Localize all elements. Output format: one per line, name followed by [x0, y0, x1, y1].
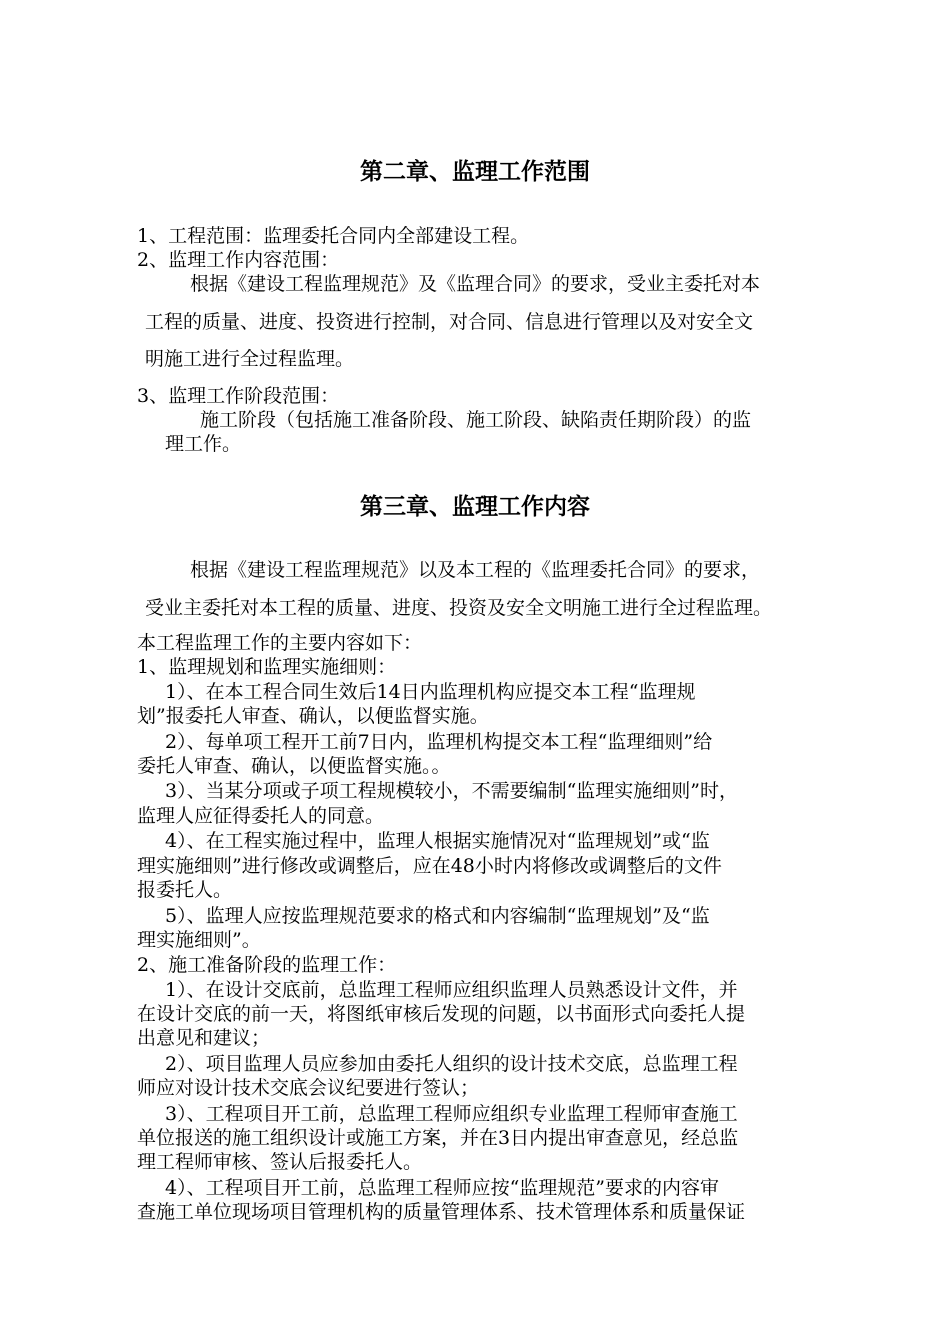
section-2-point-4: 4）、工程项目开工前，总监理工程师应按“监理规范”要求的内容审 [165, 1177, 720, 1199]
section-1-point-3: 3）、当某分项或子项工程规模较小，不需要编制“监理实施细则”时， [165, 780, 739, 802]
scope-item-3-para-line: 理工作。 [165, 433, 242, 455]
section-1-title: 1、监理规划和监理实施细则： [137, 656, 397, 678]
section-2-point-3: 3）、工程项目开工前，总监理工程师应组织专业监理工程师审查施工 [165, 1103, 738, 1125]
section-1-point-1: 划”报委托人审查、确认，以便监督实施。 [137, 705, 489, 727]
scope-item-2-para-line: 明施工进行全过程监理。 [145, 348, 355, 370]
section-2-point-4: 查施工单位现场项目管理机构的质量管理体系、技术管理体系和质量保证 [137, 1201, 746, 1223]
section-2-title: 2、施工准备阶段的监理工作： [137, 954, 397, 976]
section-2-point-2: 2）、项目监理人员应参加由委托人组织的设计技术交底，总监理工程 [165, 1053, 738, 1075]
section-2-point-1: 1）、在设计交底前，总监理工程师应组织监理人员熟悉设计文件，并 [165, 979, 738, 1001]
section-2-point-3: 理工程师审核、签认后报委托人。 [137, 1151, 423, 1173]
scope-item-2: 2、监理工作内容范围： [137, 249, 340, 271]
section-1-point-4: 理实施细则”进行修改或调整后，应在48小时内将修改或调整后的文件 [137, 855, 722, 877]
section-2-point-1: 在设计交底的前一天，将图纸审核后发现的问题，以书面形式向委托人提 [137, 1003, 746, 1025]
section-2-point-1: 出意见和建议； [137, 1027, 271, 1049]
section-1-point-2: 2）、每单项工程开工前7日内，监理机构提交本工程“监理细则”给 [165, 731, 713, 753]
section-1-point-3: 监理人应征得委托人的同意。 [137, 805, 385, 827]
section-1-point-5: 理实施细则”。 [137, 929, 261, 951]
section-1-point-1: 1）、在本工程合同生效后14日内监理机构应提交本工程“监理规 [165, 681, 696, 703]
scope-item-2-para-line: 根据《建设工程监理规范》及《监理合同》的要求，受业主委托对本 [190, 273, 761, 295]
scope-item-2-para-line: 工程的质量、进度、投资进行控制，对合同、信息进行管理以及对安全文 [145, 311, 754, 333]
scope-item-3: 3、监理工作阶段范围： [137, 385, 340, 407]
content-summary: 本工程监理工作的主要内容如下： [137, 632, 423, 654]
scope-item-1: 1、工程范围：监理委托合同内全部建设工程。 [137, 225, 530, 247]
content-intro-line: 受业主委托对本工程的质量、进度、投资及安全文明施工进行全过程监理。 [145, 597, 773, 619]
section-1-point-4: 4）、在工程实施过程中，监理人根据实施情况对“监理规划”或“监 [165, 830, 710, 852]
section-1-point-2: 委托人审查、确认，以便监督实施。。 [137, 755, 451, 777]
chapter-3-title: 第三章、监理工作内容 [360, 494, 590, 520]
section-1-point-4: 报委托人。 [137, 879, 233, 901]
section-2-point-3: 单位报送的施工组织设计或施工方案，并在3日内提出审查意见，经总监 [137, 1127, 739, 1149]
content-intro-line: 根据《建设工程监理规范》以及本工程的《监理委托合同》的要求， [190, 559, 761, 581]
scope-item-3-para-line: 施工阶段（包括施工准备阶段、施工阶段、缺陷责任期阶段）的监 [200, 409, 752, 431]
chapter-2-title: 第二章、监理工作范围 [360, 159, 590, 185]
section-2-point-2: 师应对设计技术交底会议纪要进行签认； [137, 1077, 480, 1099]
section-1-point-5: 5）、监理人应按监理规范要求的格式和内容编制“监理规划”及“监 [165, 905, 710, 927]
